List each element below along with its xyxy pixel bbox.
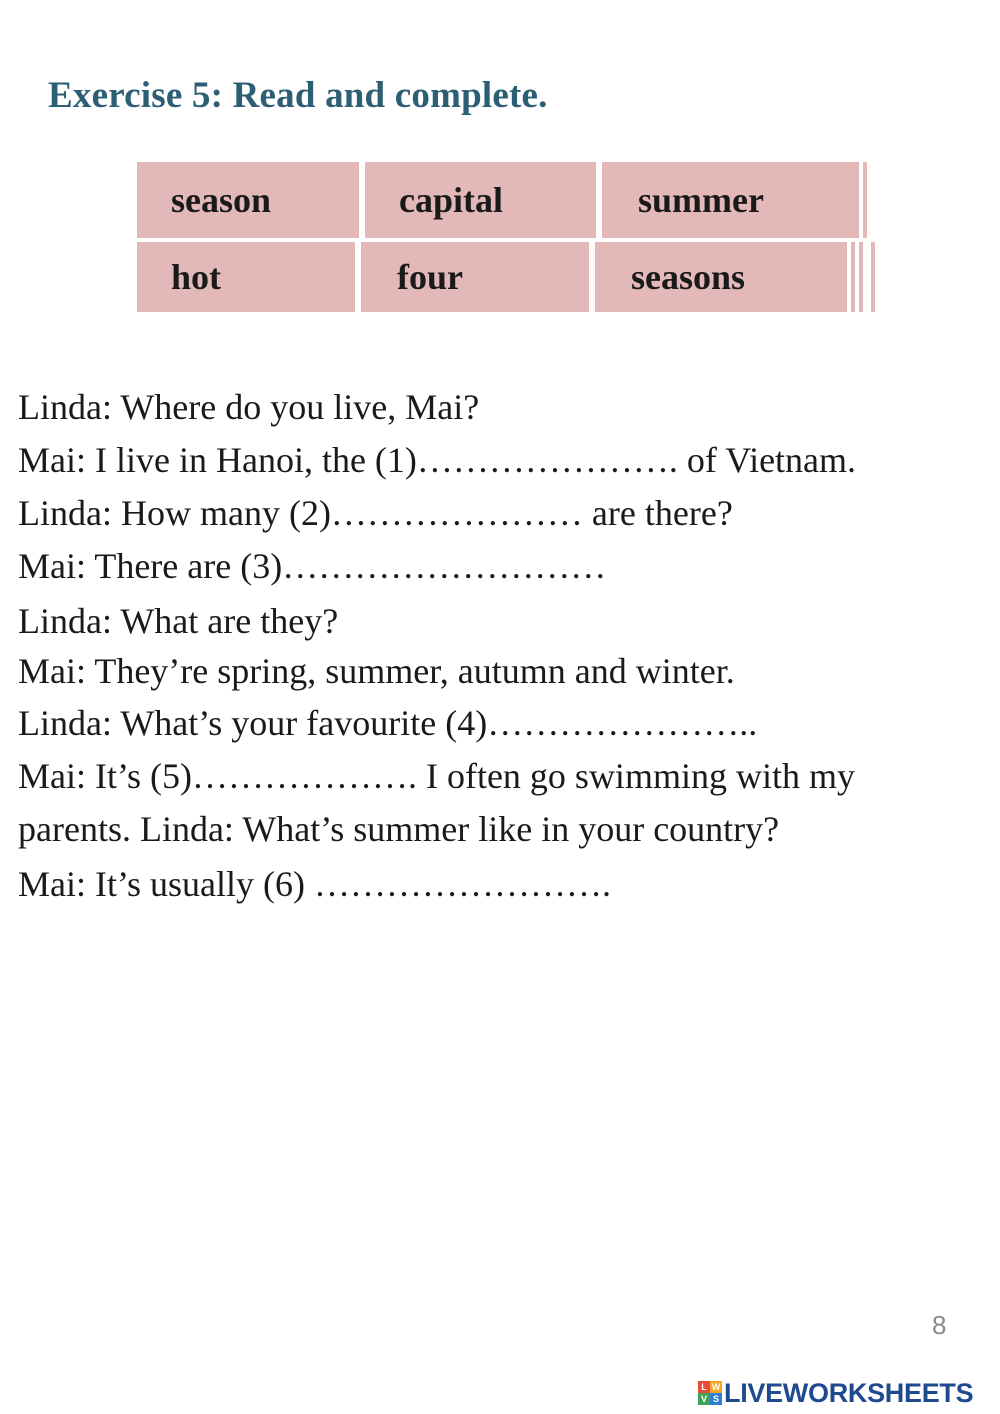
word-cell-summer: summer (602, 162, 859, 238)
word-cell-season: season (137, 162, 359, 238)
dialogue-line: Mai: It’s (5)………………. I often go swimming with my (18, 756, 855, 796)
page-number: 8 (932, 1310, 947, 1340)
dialogue-line: Mai: They’re spring, summer, autumn and winter. (18, 651, 735, 691)
word-cell-four: four (361, 242, 589, 312)
dialogue-line: Linda: What are they? (18, 601, 339, 641)
dialogue-line: Linda: What’s your favourite (4)………………….. (18, 703, 758, 743)
dialogue-line: Mai: There are (3)……………………… (18, 546, 607, 586)
cell-edge-stripe (863, 162, 867, 238)
word-box (137, 162, 879, 312)
word-cell-seasons: seasons (595, 242, 847, 312)
cell-edge-stripe (871, 242, 875, 312)
logo-tile-s: S (710, 1393, 722, 1405)
liveworksheets-logo-icon (698, 1381, 722, 1405)
cell-edge-stripe (859, 242, 863, 312)
word-cell-hot: hot (137, 242, 355, 312)
dialogue-line: parents. Linda: What’s summer like in your country? (18, 809, 780, 849)
dialogue-line: Linda: How many (2)………………… are there? (18, 493, 733, 533)
dialogue-line: Mai: It’s usually (6) ……………………. (18, 864, 611, 904)
logo-tile-v: V (698, 1393, 710, 1405)
cell-edge-stripe (851, 242, 855, 312)
dialogue-line: Mai: I live in Hanoi, the (1)…………………. of Vietnam. (18, 440, 857, 480)
dialogue-line: Linda: Where do you live, Mai? (18, 387, 480, 427)
liveworksheets-logo-text: LIVEWORKSHEETS (724, 1377, 974, 1408)
logo-tile-w: W (711, 1382, 721, 1392)
liveworksheets-logo (698, 1378, 973, 1408)
exercise-title: Exercise 5: Read and complete. (48, 75, 548, 116)
word-cell-capital: capital (365, 162, 596, 238)
logo-tile-l: L (698, 1381, 710, 1393)
